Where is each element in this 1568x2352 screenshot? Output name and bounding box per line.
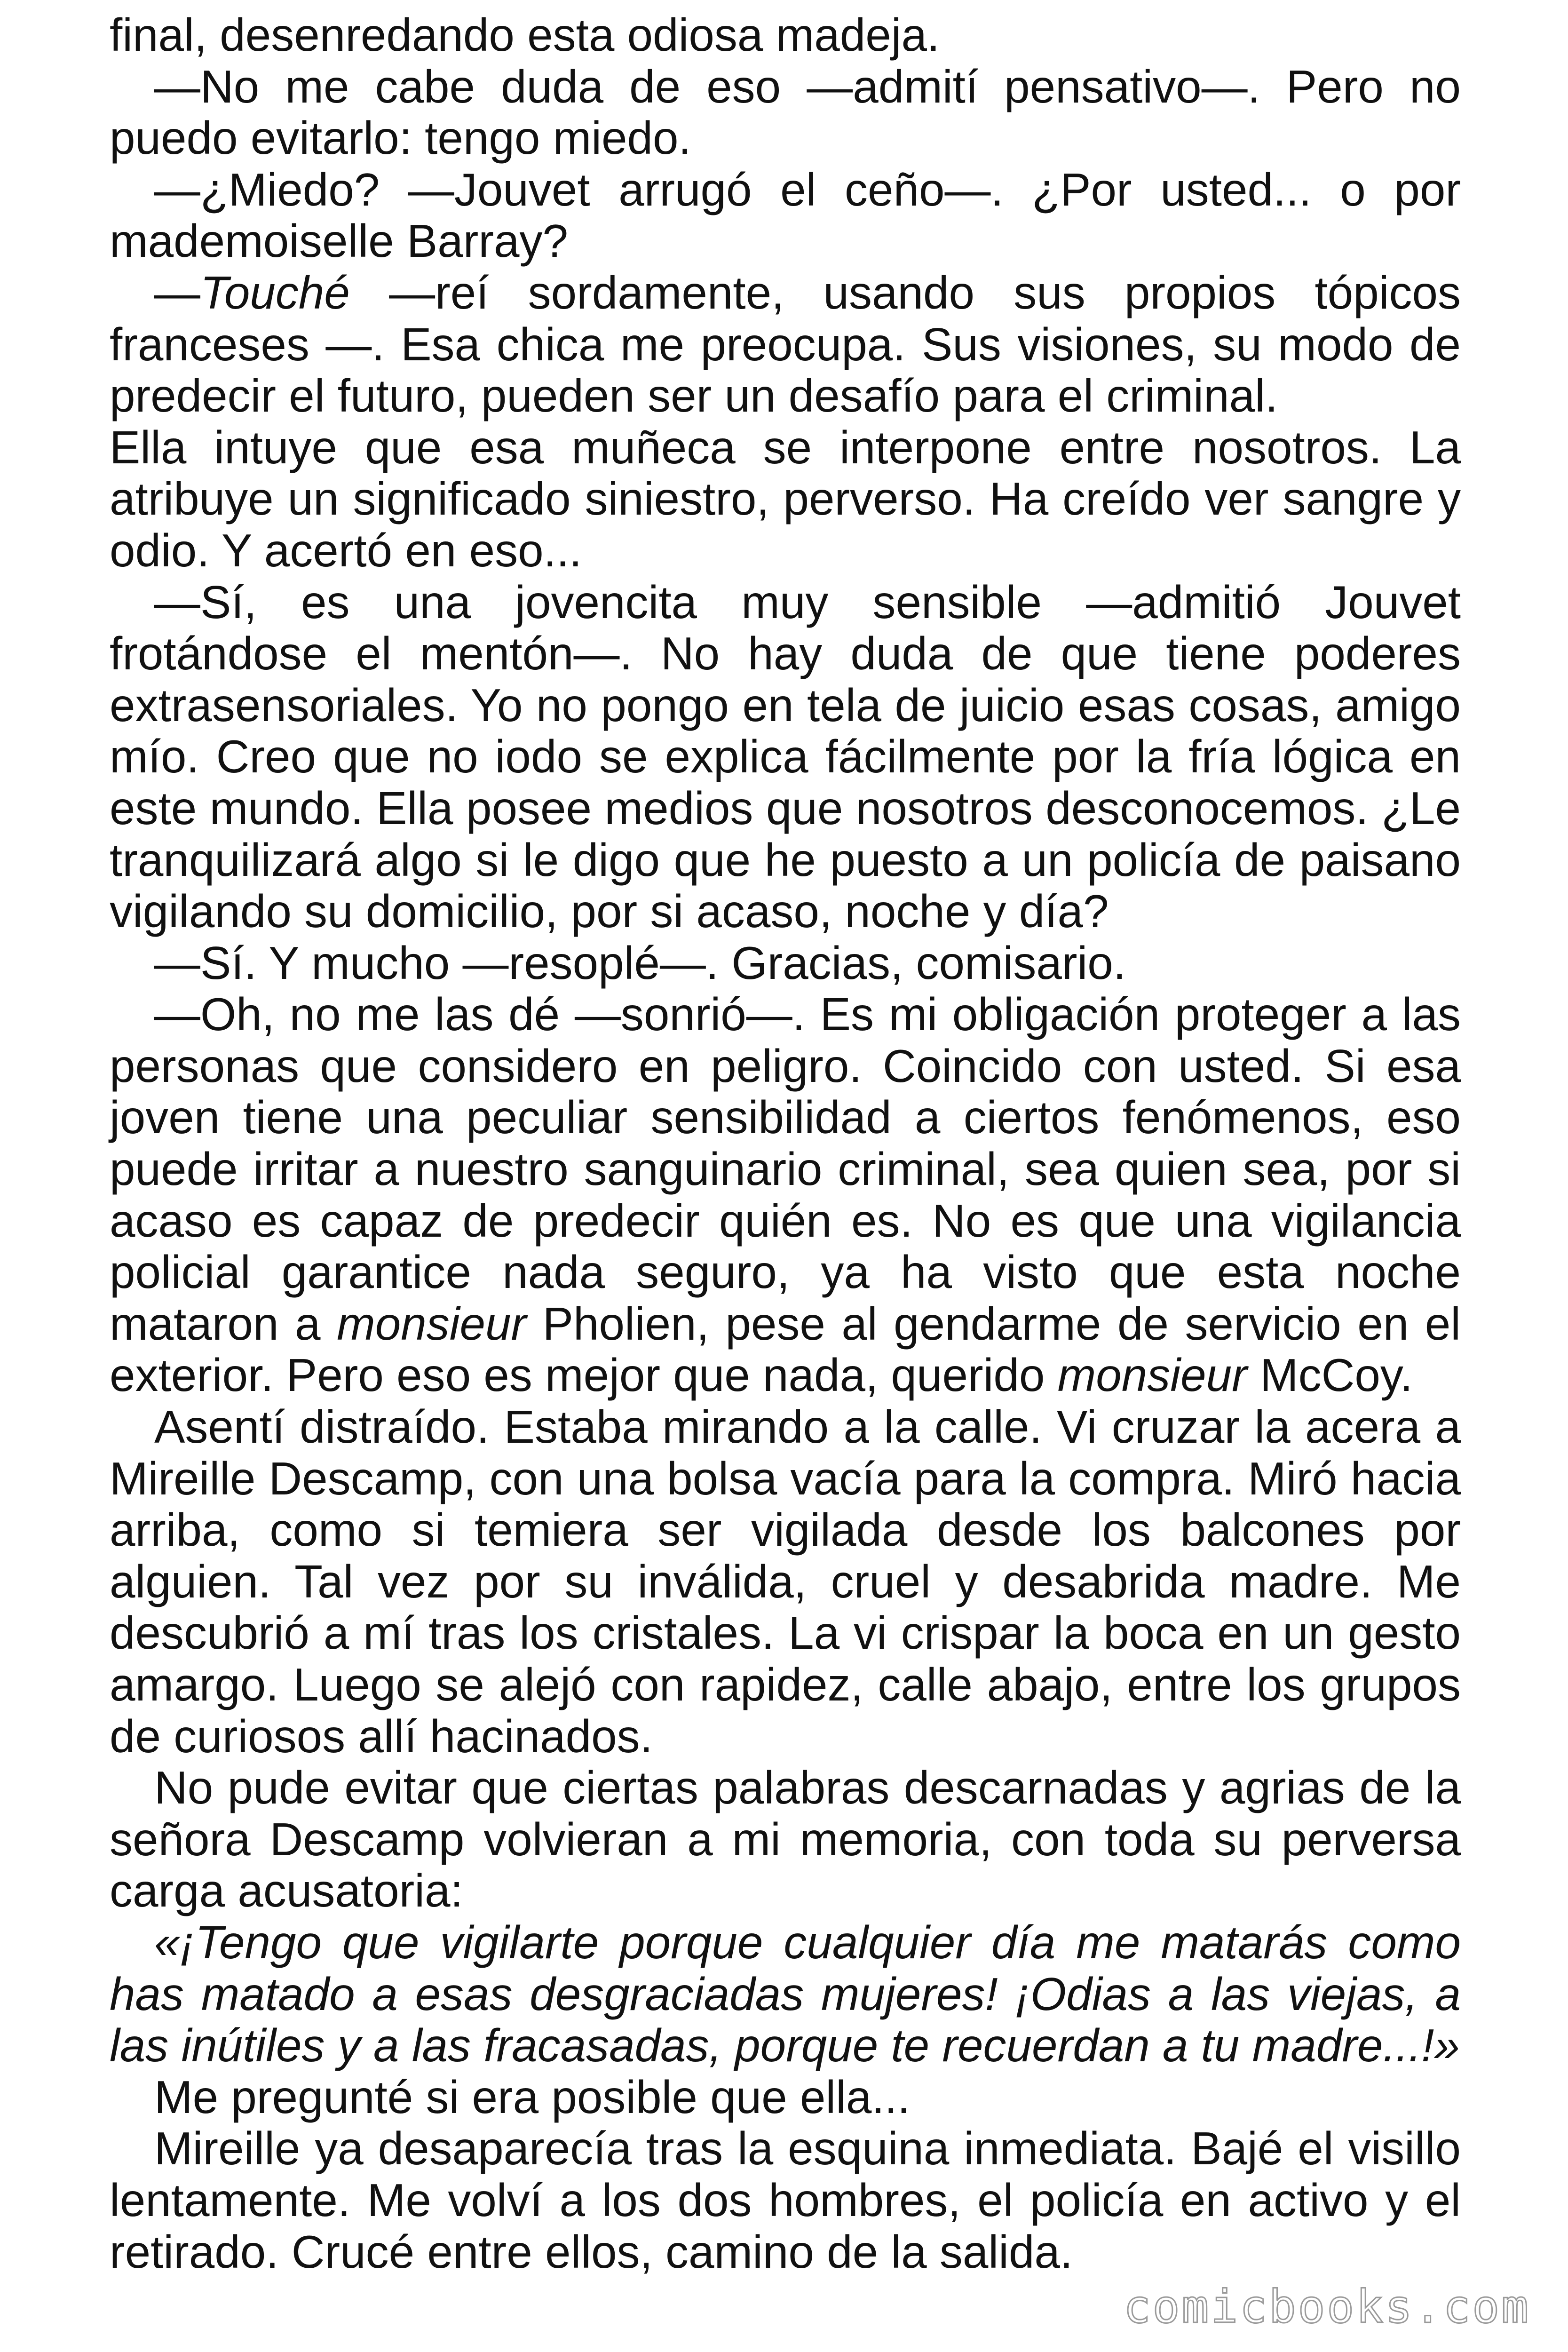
paragraph bbox=[110, 61, 1461, 164]
text-run: McCoy. bbox=[1247, 1349, 1413, 1401]
paragraph bbox=[110, 9, 1461, 61]
italic-text: monsieur bbox=[337, 1297, 527, 1350]
paragraph bbox=[110, 1917, 1461, 2072]
italic-text: monsieur bbox=[1057, 1349, 1247, 1401]
paragraph bbox=[110, 1401, 1461, 1762]
paragraph bbox=[110, 2123, 1461, 2278]
paragraph bbox=[110, 938, 1461, 989]
paragraph bbox=[110, 1762, 1461, 1917]
text-run: —reí sordamente, usando sus propios tópicos franceses —. Esa chica me preocupa. Sus visiones, su modo de predecir el futuro, pueden ser un desafío para el criminal. bbox=[110, 266, 1461, 422]
text-run: final, desenredando esta odiosa madeja. bbox=[110, 9, 940, 61]
paragraph bbox=[110, 267, 1461, 422]
paragraph bbox=[110, 422, 1461, 577]
text-run: —Oh, no me las dé —sonrió—. Es mi obligación proteger a las personas que considero en peligro. Coincido con usted. Si esa joven tiene una peculiar sensibilidad a ciertos fenómenos, eso puede irritar a nuestro sanguinario criminal, sea quien sea, por si acaso es capaz de predecir quién es. No es que una vigilancia policial garantice nada seguro, ya ha visto que esta noche mataron a bbox=[110, 988, 1461, 1350]
text-run: —¿Miedo? —Jouvet arrugó el ceño—. ¿Por usted... o por mademoiselle Barray? bbox=[110, 163, 1461, 267]
text-run: Me pregunté si era posible que ella... bbox=[154, 2071, 911, 2123]
text-run: —Sí, es una jovencita muy sensible —admitió Jouvet frotándose el mentón—. No hay duda de que tiene poderes extrasensoriales. Yo no pongo en tela de juicio esas cosas, amigo mío. Creo que no iodo se explica fácilmente por la fría lógica en este mundo. Ella posee medios que nosotros desconocemos. ¿Le tranquilizará algo si le digo que he puesto a un policía de paisano vigilando su domicilio, por si acaso, noche y día? bbox=[110, 576, 1461, 938]
text-run: Pholien, pese al gendarme de servicio en el exterior. Pero eso es mejor que nada, querido bbox=[110, 1297, 1461, 1401]
paragraph bbox=[110, 989, 1461, 1401]
paragraph bbox=[110, 577, 1461, 938]
text-run: Ella intuye que esa muñeca se interpone entre nosotros. La atribuye un significado siniestro, perverso. Ha creído ver sangre y odio. Y acertó en eso... bbox=[110, 421, 1461, 576]
text-run: —Sí. Y mucho —resoplé—. Gracias, comisario. bbox=[154, 937, 1126, 989]
text-run: No pude evitar que ciertas palabras descarnadas y agrias de la señora Descamp volvieran a mi memoria, con toda su perversa carga acusatoria: bbox=[110, 1762, 1461, 1917]
italic-text: Touché bbox=[200, 266, 350, 318]
text-run: — bbox=[154, 266, 200, 318]
text-run: —No me cabe duda de eso —admití pensativo—. Pero no puedo evitarlo: tengo miedo. bbox=[110, 60, 1461, 164]
text-run: Mireille ya desaparecía tras la esquina inmediata. Bajé el visillo lentamente. Me volví a los dos hombres, el policía en activo y el retirado. Crucé entre ellos, camino de la salida. bbox=[110, 2122, 1461, 2278]
text-run: Asentí distraído. Estaba mirando a la calle. Vi cruzar la acera a Mireille Descamp, con una bolsa vacía para la compra. Miró hacia arriba, como si temiera ser vigilada desde los balcones por alguien. Tal vez por su inválida, cruel y desabrida madre. Me descubrió a mí tras los cristales. La vi crispar la boca en un gesto amargo. Luego se alejó con rapidez, calle abajo, entre los grupos de curiosos allí hacinados. bbox=[110, 1401, 1461, 1762]
watermark: comicbooks.com bbox=[1123, 2280, 1530, 2333]
paragraph bbox=[110, 2072, 1461, 2123]
document-page bbox=[110, 9, 1461, 2278]
italic-text: «¡Tengo que vigilarte porque cualquier día me matarás como has matado a esas desgraciadas mujeres! ¡Odias a las viejas, a las inútiles y a las fracasadas, porque te recuerdan a tu madre...!» bbox=[110, 1916, 1461, 2072]
paragraph bbox=[110, 164, 1461, 267]
